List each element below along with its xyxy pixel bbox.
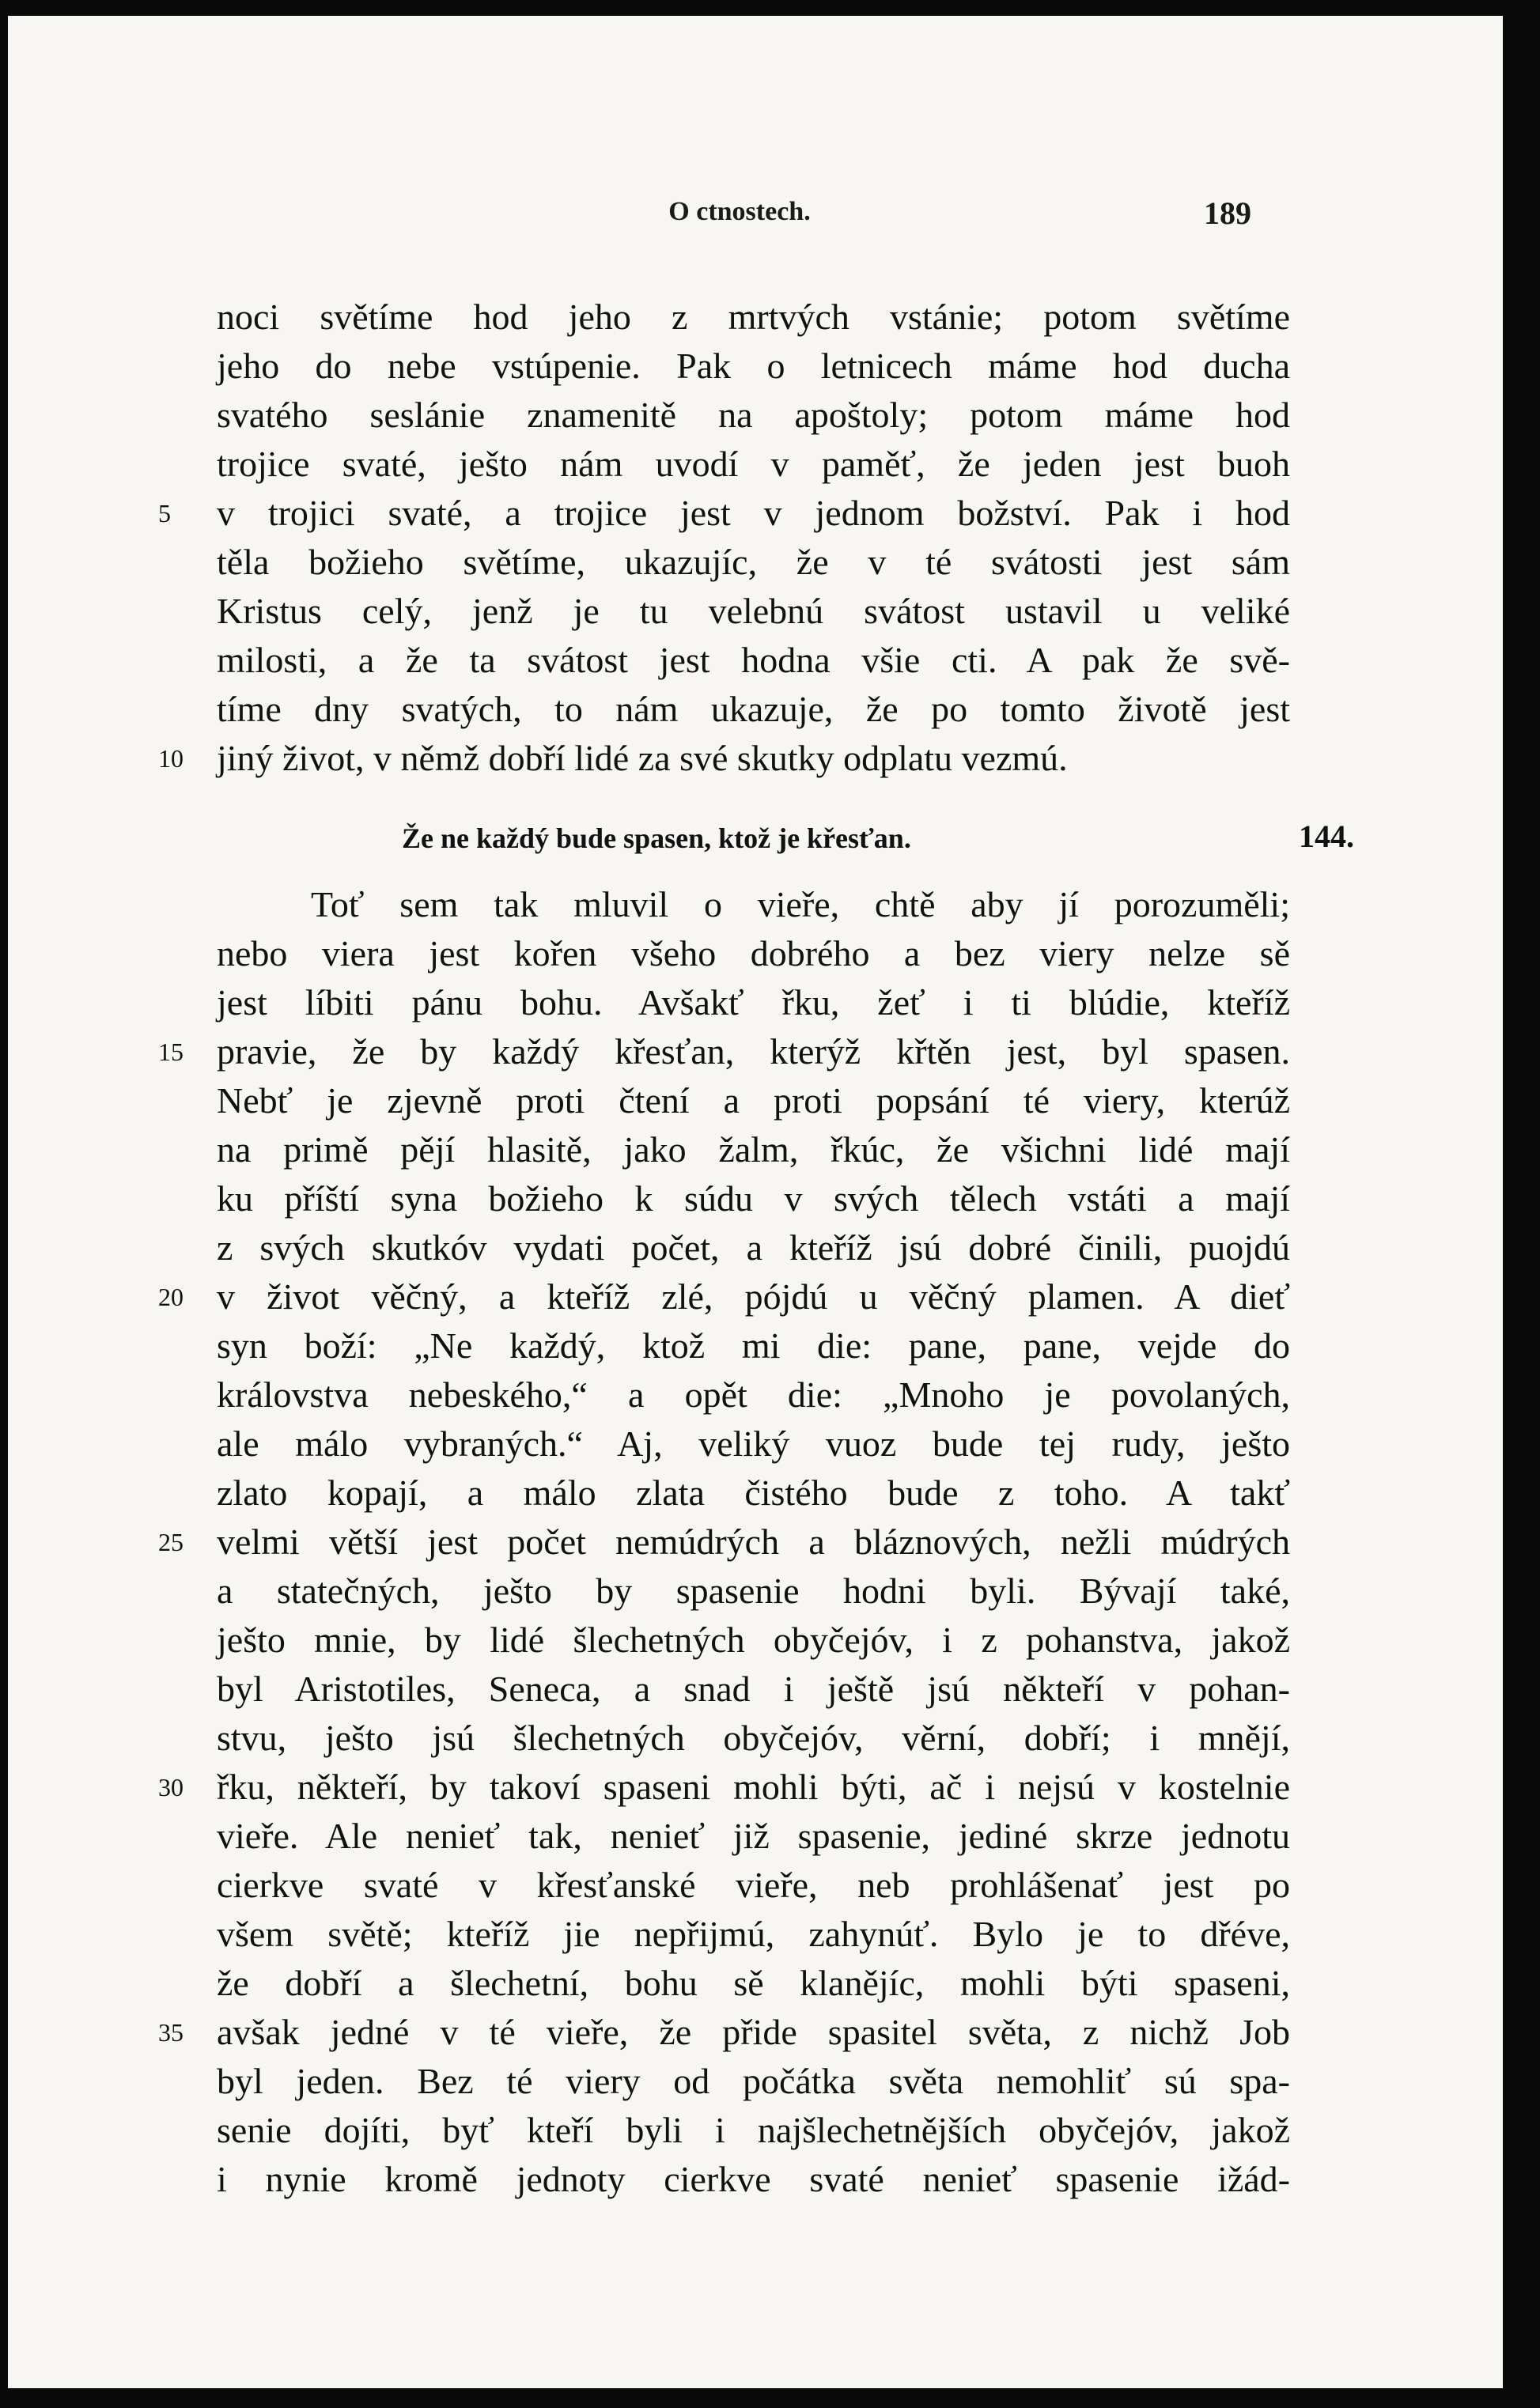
text-line: tíme dny svatých, to nám ukazuje, že po tomto životě jest	[217, 689, 1290, 729]
line-number: 20	[158, 1283, 184, 1311]
text-line: všem světě; kteříž jie nepřijmú, zahynúť. Bylo je to dřéve,	[217, 1914, 1290, 1954]
text-line: milosti, a že ta svátost jest hodna všie cti. A pak že svě-	[217, 640, 1290, 680]
text-line: řku, někteří, by takoví spaseni mohli býti, ač i nejsú v kostelnie	[217, 1767, 1290, 1807]
text-line: i nynie kromě jednoty cierkve svaté nenieť spasenie ižád-	[217, 2159, 1290, 2199]
line-number: 35	[158, 2018, 184, 2047]
section-heading: Že ne každý bude spasen, ktož je křesťan.	[402, 822, 911, 854]
line-number: 5	[158, 499, 171, 527]
text-line: noci světíme hod jeho z mrtvých vstánie; potom světíme	[217, 297, 1290, 337]
text-line: syn boží: „Ne každý, ktož mi die: pane, pane, vejde do	[217, 1325, 1290, 1366]
line-number: 10	[158, 744, 184, 773]
line-number: 30	[158, 1773, 184, 1801]
text-line: královstva nebeského,“ a opět die: „Mnoho je povolaných,	[217, 1374, 1290, 1415]
text-line: zlato kopají, a málo zlata čistého bude z toho. A takť	[217, 1472, 1290, 1513]
text-line: Toť sem tak mluvil o vieře, chtě aby jí porozuměli;	[311, 884, 1290, 924]
text-line: na primě pějí hlasitě, jako žalm, řkúc, že všichni lidé mají	[217, 1129, 1290, 1170]
text-line: trojice svaté, ješto nám uvodí v paměť, že jeden jest buoh	[217, 444, 1290, 484]
text-line: nebo viera jest kořen všeho dobrého a bez viery nelze sě	[217, 933, 1290, 973]
text-line: senie dojíti, byť kteří byli i najšlechetnějších obyčejóv, jakož	[217, 2110, 1290, 2150]
book-page	[8, 16, 1503, 2388]
text-line: Nebť je zjevně proti čtení a proti popsání té viery, kterúž	[217, 1080, 1290, 1121]
text-line: ješto mnie, by lidé šlechetných obyčejóv, i z pohanstva, jakož	[217, 1620, 1290, 1660]
text-line: byl Aristotiles, Seneca, a snad i ještě jsú někteří v pohan-	[217, 1669, 1290, 1709]
text-line: v trojici svaté, a trojice jest v jednom božství. Pak i hod	[217, 493, 1290, 533]
line-number: 15	[158, 1038, 184, 1066]
text-line: stvu, ješto jsú šlechetných obyčejóv, věrní, dobří; i mnějí,	[217, 1718, 1290, 1758]
text-line: že dobří a šlechetní, bohu sě klanějíc, mohli býti spaseni,	[217, 1963, 1290, 2003]
text-line: vieře. Ale nenieť tak, nenieť již spasenie, jediné skrze jednotu	[217, 1816, 1290, 1856]
text-line: a statečných, ješto by spasenie hodni byli. Bývají také,	[217, 1571, 1290, 1611]
running-header-title: O ctnostech.	[668, 197, 811, 226]
text-line: byl jeden. Bez té viery od počátka světa nemohliť sú spa-	[217, 2061, 1290, 2101]
text-line: Kristus celý, jenž je tu velebnú svátost ustavil u veliké	[217, 591, 1290, 631]
text-line: svatého seslánie znamenitě na apoštoly; potom máme hod	[217, 395, 1290, 435]
text-line: velmi větší jest počet nemúdrých a bláznových, nežli múdrých	[217, 1522, 1290, 1562]
text-line: z svých skutkóv vydati počet, a kteříž jsú dobré činili, puojdú	[217, 1227, 1290, 1268]
line-number: 25	[158, 1528, 184, 1556]
text-line: ku příští syna božieho k súdu v svých tělech vstáti a mají	[217, 1178, 1290, 1219]
text-line: v život věčný, a kteříž zlé, pójdú u věčný plamen. A dieť	[217, 1276, 1290, 1317]
text-line: jest líbiti pánu bohu. Avšakť řku, žeť i ti blúdie, kteříž	[217, 982, 1290, 1023]
text-line: jiný život, v němž dobří lidé za své skutky odplatu vezmú.	[217, 738, 1068, 778]
section-number: 144.	[1299, 818, 1354, 854]
text-line: jeho do nebe vstúpenie. Pak o letnicech máme hod ducha	[217, 346, 1290, 386]
text-line: ale málo vybraných.“ Aj, veliký vuoz bude tej rudy, ješto	[217, 1423, 1290, 1464]
text-line: cierkve svaté v křesťanské vieře, neb prohlášenať jest po	[217, 1865, 1290, 1905]
text-line: avšak jedné v té vieře, že přide spasitel světa, z nichž Job	[217, 2012, 1290, 2052]
page-number: 189	[1204, 195, 1251, 231]
text-line: těla božieho světíme, ukazujíc, že v té svátosti jest sám	[217, 542, 1290, 582]
text-line: pravie, že by každý křesťan, kterýž křtěn jest, byl spasen.	[217, 1031, 1290, 1072]
